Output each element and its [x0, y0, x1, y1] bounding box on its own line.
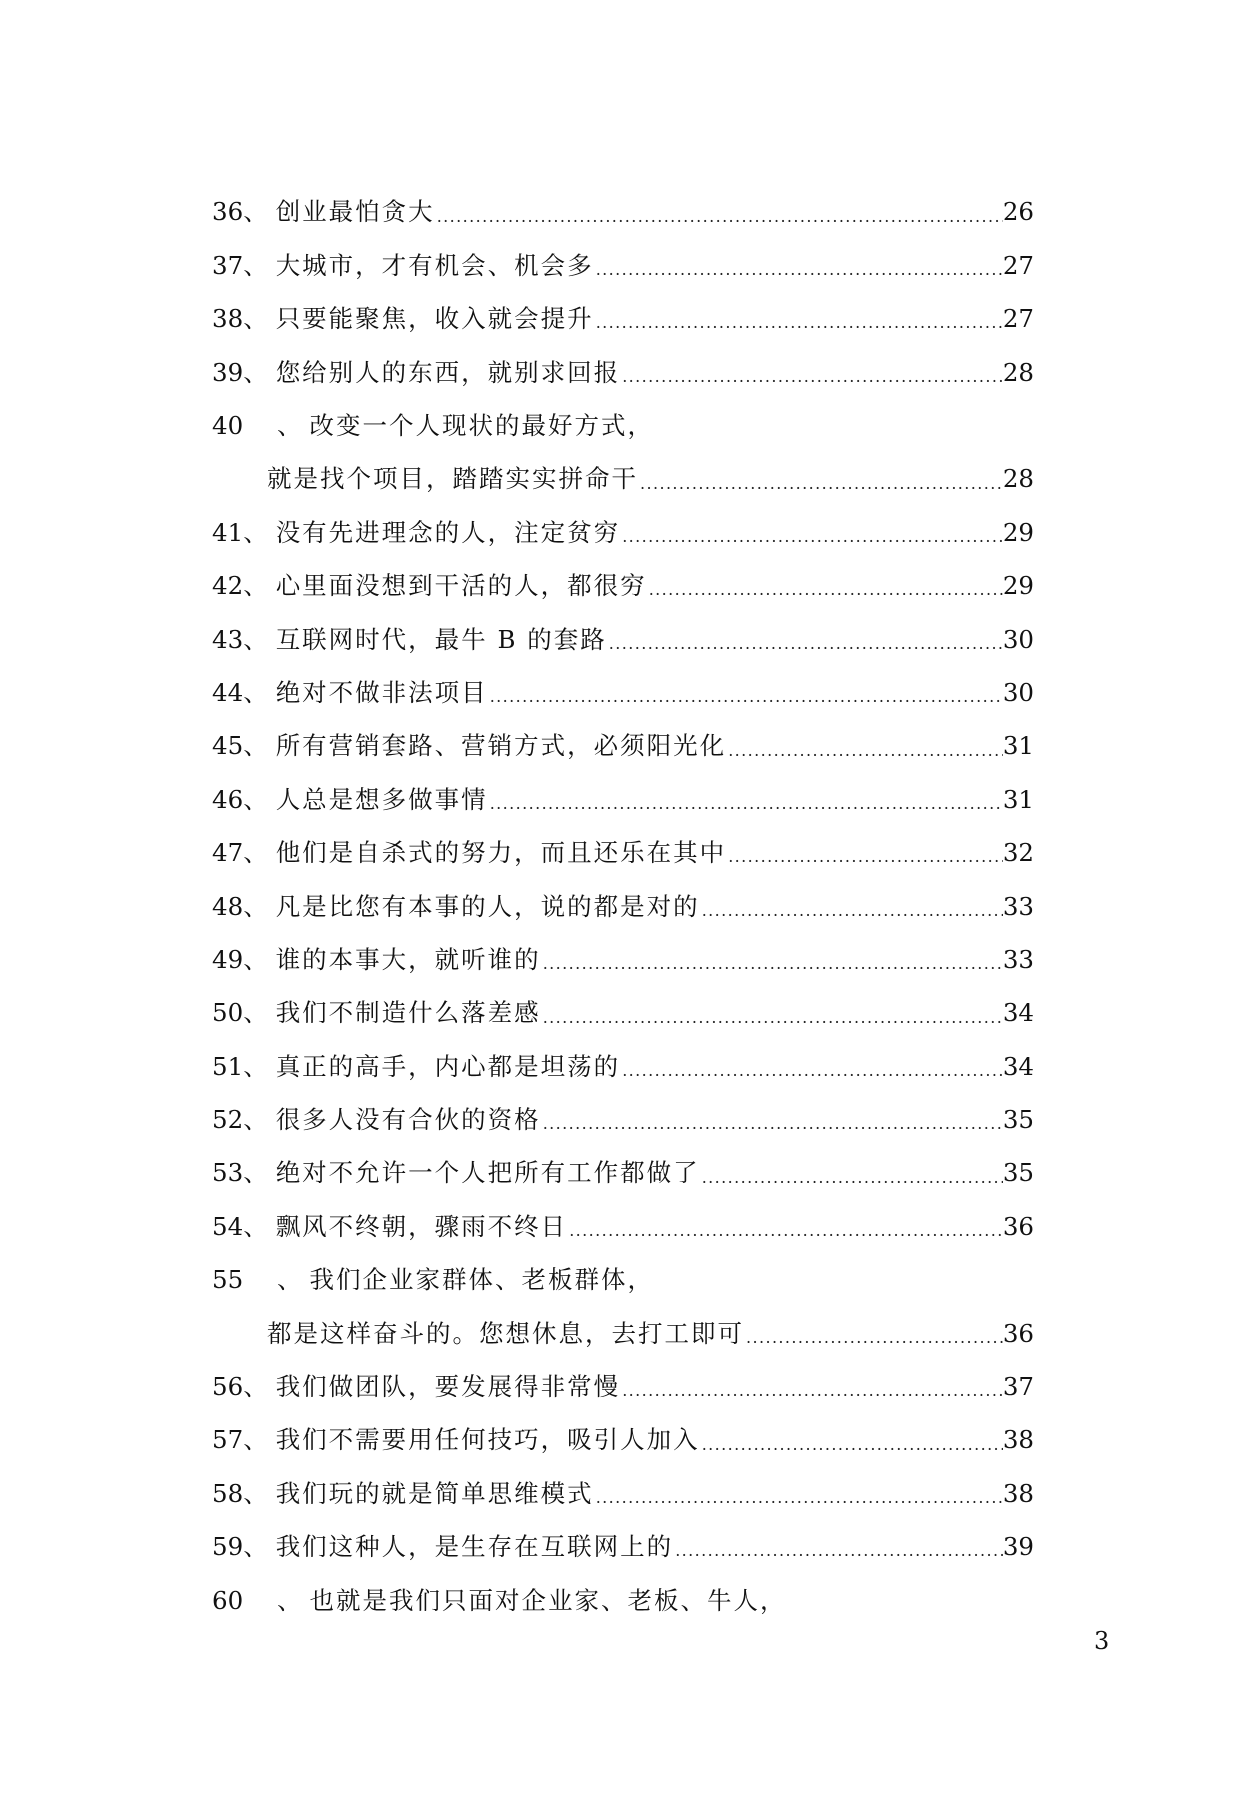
toc-entry-number: 48 — [212, 891, 244, 921]
toc-entry — [212, 1040, 1034, 1093]
toc-entry — [212, 1574, 1034, 1627]
toc-entry — [212, 506, 1034, 559]
toc-entry-title: 没有先进理念的人，注定贫穷 — [275, 517, 621, 547]
toc-entry-page: 27 — [1002, 304, 1034, 334]
toc-entry-separator: 、 — [243, 1425, 268, 1455]
toc-entry-separator: 、 — [243, 624, 268, 654]
toc-entry-page: 38 — [1002, 1425, 1034, 1455]
toc-entry — [212, 1414, 1034, 1467]
toc-entry — [212, 1361, 1034, 1414]
toc-entry-dot-leader — [647, 582, 1003, 598]
toc-entry-title: 心里面没想到干活的人，都很穷 — [275, 571, 647, 601]
toc-entry-dot-leader — [673, 1543, 1003, 1559]
toc-entry-page: 34 — [1002, 998, 1034, 1028]
toc-entry — [212, 933, 1034, 986]
toc-entry-title: 他们是自杀式的努力，而且还乐在其中 — [275, 838, 727, 868]
toc-entry — [212, 1200, 1034, 1253]
toc-entry-separator: 、 — [243, 1532, 268, 1562]
toc-entry-title: 所有营销套路、营销方式，必须阳光化 — [275, 731, 727, 761]
toc-entry-page: 29 — [1002, 517, 1034, 547]
toc-entry-page: 31 — [1002, 784, 1034, 814]
toc-entry-number: 49 — [212, 944, 244, 974]
toc-entry — [212, 667, 1034, 720]
toc-entry — [212, 1467, 1034, 1520]
toc-entry-title: 创业最怕贪大 — [275, 197, 435, 227]
toc-entry — [212, 827, 1034, 880]
toc-entry-title: 都是这样奋斗的。您想休息，去打工即可 — [267, 1318, 744, 1348]
toc-entry-dot-leader — [488, 689, 1003, 705]
toc-entry-number: 58 — [212, 1478, 244, 1508]
toc-entry — [212, 773, 1034, 826]
toc-entry — [212, 1094, 1034, 1147]
toc-entry — [212, 1254, 1034, 1307]
toc-entry-title: 也就是我们只面对企业家、老板、牛人， — [309, 1585, 787, 1615]
toc-entry-dot-leader — [594, 1490, 1003, 1506]
toc-entry-page: 28 — [1002, 464, 1034, 494]
toc-entry-dot-leader — [620, 1063, 1003, 1079]
toc-entry-title: 您给别人的东西，就别求回报 — [275, 357, 621, 387]
toc-entry-dot-leader — [726, 743, 1003, 759]
toc-entry-number: 50 — [212, 998, 244, 1028]
toc-entry-separator: 、 — [243, 197, 268, 227]
toc-entry — [212, 293, 1034, 346]
toc-entry-number: 59 — [212, 1532, 244, 1562]
toc-entry — [212, 560, 1034, 613]
toc-entry-page: 34 — [1002, 1051, 1034, 1081]
toc-entry-dot-leader — [594, 262, 1003, 278]
toc-entry-number: 37 — [212, 250, 244, 280]
toc-entry — [212, 239, 1034, 292]
toc-entry-separator: 、 — [277, 1265, 302, 1295]
toc-entry-page: 36 — [1002, 1318, 1034, 1348]
toc-entry-title: 绝对不允许一个人把所有工作都做了 — [275, 1158, 700, 1188]
toc-entry-dot-leader — [488, 796, 1003, 812]
toc-entry-page: 29 — [1002, 571, 1034, 601]
toc-entry-dot-leader — [620, 369, 1003, 385]
toc-entry-separator: 、 — [243, 784, 268, 814]
toc-entry-number: 54 — [212, 1211, 244, 1241]
toc-entry — [212, 1147, 1034, 1200]
toc-entry — [212, 1521, 1034, 1574]
toc-entry — [212, 987, 1034, 1040]
toc-entry-number: 57 — [212, 1425, 244, 1455]
toc-entry-title: 我们不制造什么落差感 — [275, 998, 541, 1028]
toc-entry-page: 32 — [1002, 838, 1034, 868]
toc-entry-number: 43 — [212, 624, 244, 654]
toc-entry-number: 56 — [212, 1372, 244, 1402]
toc-entry-title: 我们玩的就是简单思维模式 — [275, 1478, 594, 1508]
toc-entry-number: 38 — [212, 304, 244, 334]
toc-entry — [212, 613, 1034, 666]
toc-entry-title: 互联网时代，最牛 B 的套路 — [275, 624, 607, 654]
toc-entry — [212, 720, 1034, 773]
toc-entry-title: 只要能聚焦，收入就会提升 — [275, 304, 594, 334]
toc-entry-number: 40 — [212, 411, 244, 440]
toc-entry-page: 35 — [1002, 1105, 1034, 1135]
toc-entry-number: 47 — [212, 838, 244, 868]
toc-entry-number: 51 — [212, 1051, 244, 1081]
toc-entry-dot-leader — [620, 529, 1003, 545]
toc-entry-title: 飘风不终朝，骤雨不终日 — [275, 1211, 568, 1241]
toc-entry-separator: 、 — [243, 304, 268, 334]
toc-entry-separator: 、 — [277, 411, 302, 440]
table-of-contents — [212, 186, 1034, 1628]
toc-entry-number: 60 — [212, 1585, 244, 1615]
toc-entry-dot-leader — [700, 1437, 1003, 1453]
toc-entry-page: 36 — [1002, 1211, 1034, 1241]
toc-entry-separator: 、 — [243, 1158, 268, 1188]
toc-entry-separator: 、 — [243, 838, 268, 868]
toc-entry — [212, 880, 1034, 933]
toc-entry-separator: 、 — [243, 571, 268, 601]
toc-entry-dot-leader — [620, 1383, 1003, 1399]
toc-entry-number: 41 — [212, 517, 244, 547]
toc-entry-title: 大城市，才有机会、机会多 — [275, 250, 594, 280]
toc-entry-dot-leader — [541, 956, 1003, 972]
toc-entry-dot-leader — [567, 1223, 1003, 1239]
toc-entry-title: 人总是想多做事情 — [275, 784, 488, 814]
toc-entry-number: 53 — [212, 1158, 244, 1188]
toc-entry-page: 27 — [1002, 250, 1034, 280]
toc-entry-page: 37 — [1002, 1372, 1034, 1402]
toc-entry-dot-leader — [607, 636, 1003, 652]
toc-entry-page: 30 — [1002, 624, 1034, 654]
toc-entry — [212, 186, 1034, 239]
toc-entry-title: 我们做团队，要发展得非常慢 — [275, 1372, 621, 1402]
toc-entry-page: 39 — [1002, 1532, 1034, 1562]
toc-entry-title: 凡是比您有本事的人，说的都是对的 — [275, 891, 700, 921]
page-number: 3 — [1094, 1627, 1110, 1655]
toc-entry-title: 我们这种人，是生存在互联网上的 — [275, 1532, 674, 1562]
toc-entry-number: 55 — [212, 1265, 244, 1295]
toc-entry-dot-leader — [700, 903, 1003, 919]
toc-entry — [212, 453, 1034, 506]
toc-entry-number: 44 — [212, 677, 244, 707]
toc-entry-dot-leader — [638, 476, 1003, 492]
toc-entry-dot-leader — [594, 315, 1003, 331]
toc-entry-dot-leader — [435, 209, 1003, 225]
toc-entry-title: 就是找个项目，踏踏实实拼命干 — [267, 464, 638, 494]
toc-entry-title: 我们企业家群体、老板群体， — [309, 1265, 654, 1295]
toc-entry — [212, 346, 1034, 399]
toc-entry-page: 30 — [1002, 677, 1034, 707]
toc-entry-separator: 、 — [243, 357, 268, 387]
toc-entry-page: 31 — [1002, 731, 1034, 761]
toc-entry-separator: 、 — [243, 250, 268, 280]
toc-entry-separator: 、 — [243, 517, 268, 547]
toc-entry-number: 46 — [212, 784, 244, 814]
toc-entry-page: 38 — [1002, 1478, 1034, 1508]
toc-entry-title: 真正的高手，内心都是坦荡的 — [275, 1051, 621, 1081]
toc-entry-dot-leader — [700, 1170, 1003, 1186]
toc-entry-separator: 、 — [243, 1051, 268, 1081]
toc-entry-separator: 、 — [243, 1211, 268, 1241]
toc-entry-title: 我们不需要用任何技巧，吸引人加入 — [275, 1425, 700, 1455]
toc-entry-number: 52 — [212, 1105, 244, 1135]
toc-entry-number: 42 — [212, 571, 244, 601]
toc-entry-page: 35 — [1002, 1158, 1034, 1188]
toc-entry-number: 36 — [212, 197, 244, 227]
toc-entry-dot-leader — [744, 1330, 1003, 1346]
toc-entry-separator: 、 — [243, 731, 268, 761]
toc-entry-separator: 、 — [243, 677, 268, 707]
toc-entry-page: 28 — [1002, 357, 1034, 387]
toc-entry-separator: 、 — [243, 891, 268, 921]
toc-entry-dot-leader — [541, 1116, 1003, 1132]
toc-entry-number: 39 — [212, 357, 244, 387]
toc-entry-page: 33 — [1002, 891, 1034, 921]
toc-entry-title: 谁的本事大，就听谁的 — [275, 944, 541, 974]
toc-entry-title: 绝对不做非法项目 — [275, 677, 488, 707]
toc-entry-separator: 、 — [243, 998, 268, 1028]
toc-entry — [212, 1307, 1034, 1360]
toc-entry — [212, 400, 1034, 453]
toc-entry-page: 26 — [1002, 197, 1034, 227]
toc-entry-separator: 、 — [277, 1585, 302, 1615]
toc-entry-number: 45 — [212, 731, 244, 761]
toc-entry-dot-leader — [541, 1010, 1003, 1026]
toc-entry-separator: 、 — [243, 1105, 268, 1135]
toc-entry-separator: 、 — [243, 1478, 268, 1508]
toc-entry-separator: 、 — [243, 1372, 268, 1402]
toc-entry-title: 改变一个人现状的最好方式， — [309, 411, 654, 440]
toc-entry-title: 很多人没有合伙的资格 — [275, 1105, 541, 1135]
toc-entry-page: 33 — [1002, 944, 1034, 974]
toc-entry-separator: 、 — [243, 944, 268, 974]
toc-entry-dot-leader — [726, 849, 1003, 865]
